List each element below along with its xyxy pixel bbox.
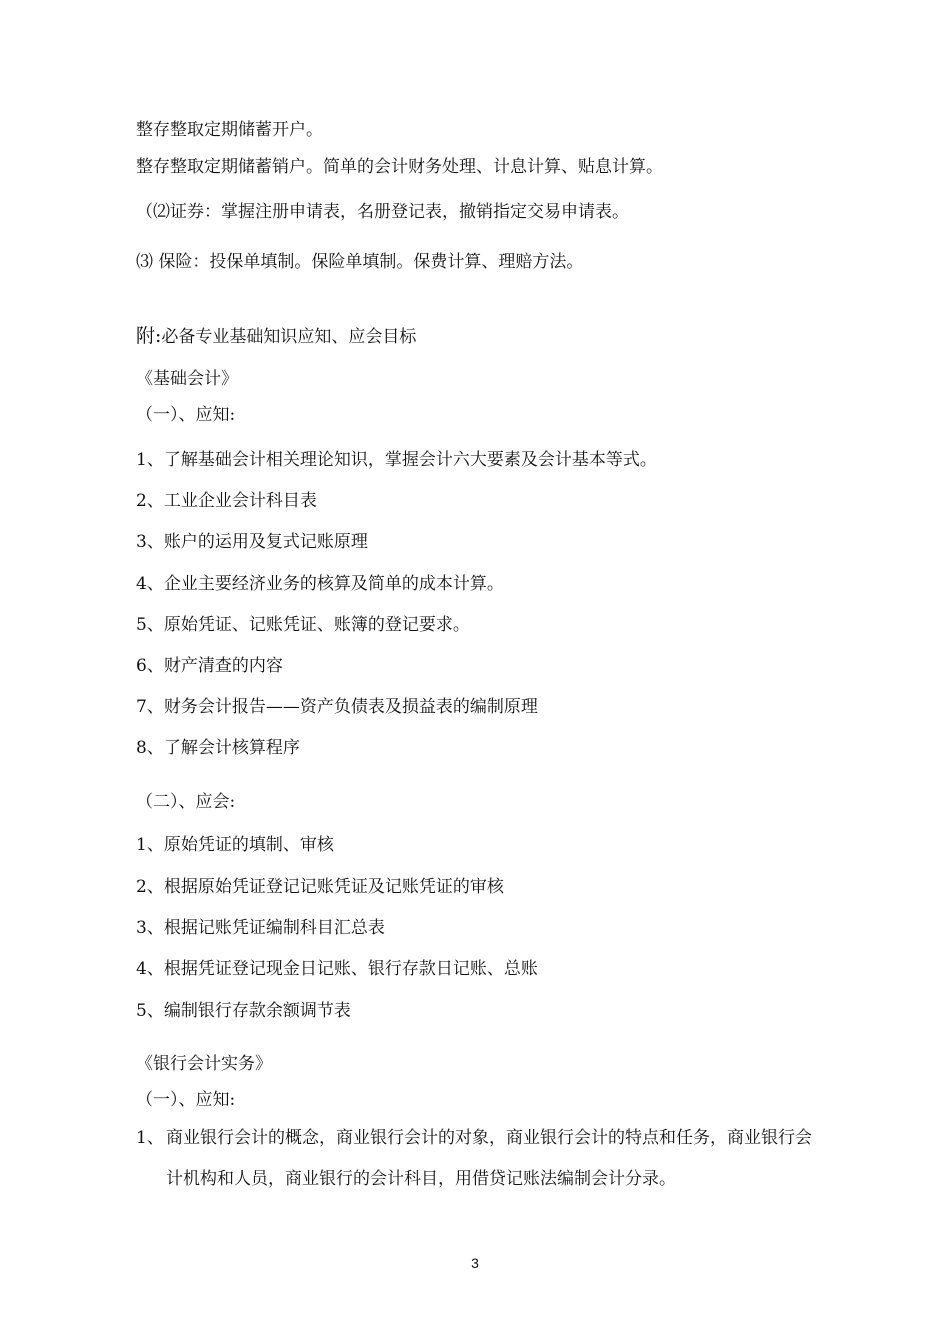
list-item: 6、财产清查的内容	[136, 656, 283, 676]
list-item: 4、企业主要经济业务的核算及简单的成本计算。	[136, 574, 504, 594]
list-item: 2、根据原始凭证登记记账凭证及记账凭证的审核	[136, 877, 504, 897]
list-item: 5、编制银行存款余额调节表	[136, 1001, 351, 1021]
page-number: 3	[471, 1255, 479, 1271]
list-item-number: 1、	[136, 1128, 164, 1148]
list-item: 3、账户的运用及复式记账原理	[136, 532, 368, 552]
list-item: 1、原始凭证的填制、审核	[136, 835, 334, 855]
subsection-heading: （一）、应知:	[136, 405, 236, 425]
subsection-heading: （二）、应会:	[136, 792, 236, 812]
text-line: 整存整取定期储蓄开户。	[136, 120, 323, 140]
list-item: 7、财务会计报告——资产负债表及损益表的编制原理	[136, 697, 538, 717]
section-title: 《银行会计实务》	[136, 1054, 272, 1074]
list-item: 3、根据记账凭证编制科目汇总表	[136, 918, 385, 938]
list-item: 1、了解基础会计相关理论知识，掌握会计六大要素及会计基本等式。	[136, 450, 657, 470]
list-item: 2、工业企业会计科目表	[136, 491, 317, 511]
subsection-heading: （一）、应知:	[136, 1090, 236, 1110]
list-item-text: 商业银行会计的概念，商业银行会计的对象，商业银行会计的特点和任务，商业银行会计机构和人员，商业银行的会计科目，用借贷记账法编制会计分录。	[166, 1128, 812, 1189]
text-line: ⑶ 保险：投保单填制。保险单填制。保费计算、理赔方法。	[136, 252, 584, 272]
list-item	[136, 1118, 816, 1200]
text-line: （⑵证券：掌握注册申请表，名册登记表，撤销指定交易申请表。	[136, 202, 629, 222]
appendix-prefix: 附:	[136, 325, 162, 347]
appendix-title: 必备专业基础知识应知、应会目标	[161, 327, 417, 347]
list-item: 5、原始凭证、记账凭证、账簿的登记要求。	[136, 615, 470, 635]
appendix-heading	[136, 324, 416, 349]
text-line: 整存整取定期储蓄销户。简单的会计财务处理、计息计算、贴息计算。	[136, 157, 663, 177]
section-title: 《基础会计》	[136, 369, 238, 389]
list-item: 4、根据凭证登记现金日记账、银行存款日记账、总账	[136, 959, 538, 979]
list-item: 8、了解会计核算程序	[136, 738, 300, 758]
